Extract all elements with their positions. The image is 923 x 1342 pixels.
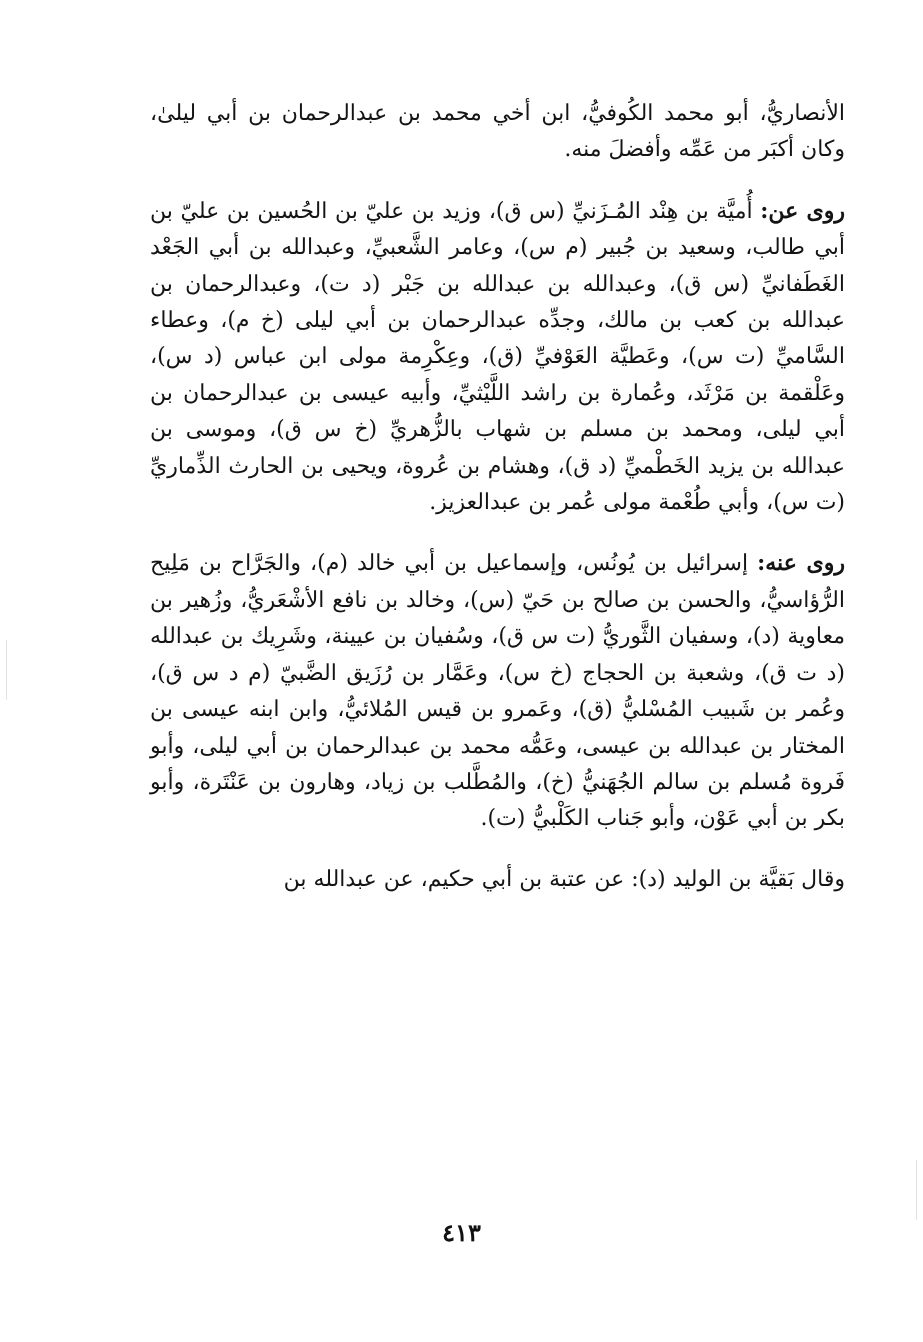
paragraph-text: الأنصاريُّ، أبو محمد الكُوفيُّ، ابن أخي محمد بن عبدالرحمان بن أبي ليلىٰ، وكان أكبَر من عَمِّه وأفضلَ منه.: [150, 101, 845, 163]
page-number: ٤١٣: [442, 1218, 481, 1247]
scan-edge-left: [6, 640, 7, 700]
scan-edge-right: [916, 1160, 917, 1220]
paragraph-closing: [150, 862, 845, 898]
paragraph-heading: روى عن:: [760, 197, 845, 224]
paragraph-intro: [150, 96, 845, 169]
paragraph-text: وقال بَقيَّة بن الوليد (د): عن عتبة بن أبي حكيم، عن عبدالله بن: [283, 866, 845, 892]
paragraph-narrated-from: [150, 193, 845, 522]
paragraph-narrated-by: [150, 545, 845, 837]
paragraph-text: أُميَّة بن هِنْد المُـزَنيِّ (س ق)، وزيد بن عليّ بن الحُسين بن عليّ بن أبي طالب، وسعيد بن جُبير (م س)، وعامر الشَّعبيِّ، وعبدالله بن أبي الجَعْد الغَطَفانيِّ (س ق)، وعبدالله بن عبدالله بن جَبْر (د ت)، وعبدالرحمان بن عبدالله بن كعب بن مالك، وجدِّه عبدالرحمان بن أبي ليلى (خ م)، وعطاء السَّاميِّ (ت س)، وعَطيَّة العَوْفيِّ (ق)، وعِكْرِمة مولى ابن عباس (د س)، وعَلْقمة بن مَرْثَد، وعُمارة بن راشد اللَّيْثيِّ، وأبيه عيسى بن عبدالرحمان بن أبي ليلى، ومحمد بن مسلم بن شهاب بالزُّهريِّ (خ س ق)، وموسى بن عبدالله بن يزيد الخَطْميِّ (د ق)، وهشام بن عُروة، ويحيى بن الحارث الذِّماريِّ (ت س)، وأبي طُعْمة مولى عُمر بن عبدالعزيز.: [150, 198, 845, 516]
paragraph-text: إسرائيل بن يُونُس، وإسماعيل بن أبي خالد (م)، والجَرَّاح بن مَلِيح الرُّؤاسيُّ، والحسن بن صالح بن حَيّ (س)، وخالد بن نافع الأشْعَريُّ، وزُهير بن معاوية (د)، وسفيان الثَّوريُّ (ت س ق)، وسُفيان بن عيينة، وشَرِيك بن عبدالله (د ت ق)، وشعبة بن الحجاج (خ س)، وعَمَّار بن رُزَيق الضَّبيّ (م د س ق)، وعُمر بن شَبيب المُسْليُّ (ق)، وعَمرو بن قيس المُلائيُّ، وابن ابنه عيسى بن المختار بن عبدالله بن عيسى، وعَمُّه محمد بن عبدالرحمان بن أبي ليلى، وأبو فَروة مُسلم بن سالم الجُهَنيُّ (خ)، والمُطَّلب بن زياد، وهارون بن عَنْتَرة، وأبو بكر بن أبي عَوْن، وأبو جَناب الكَلْبيُّ (ت).: [150, 551, 845, 832]
main-text: [150, 96, 845, 898]
paragraph-heading: روى عنه:: [757, 550, 846, 577]
